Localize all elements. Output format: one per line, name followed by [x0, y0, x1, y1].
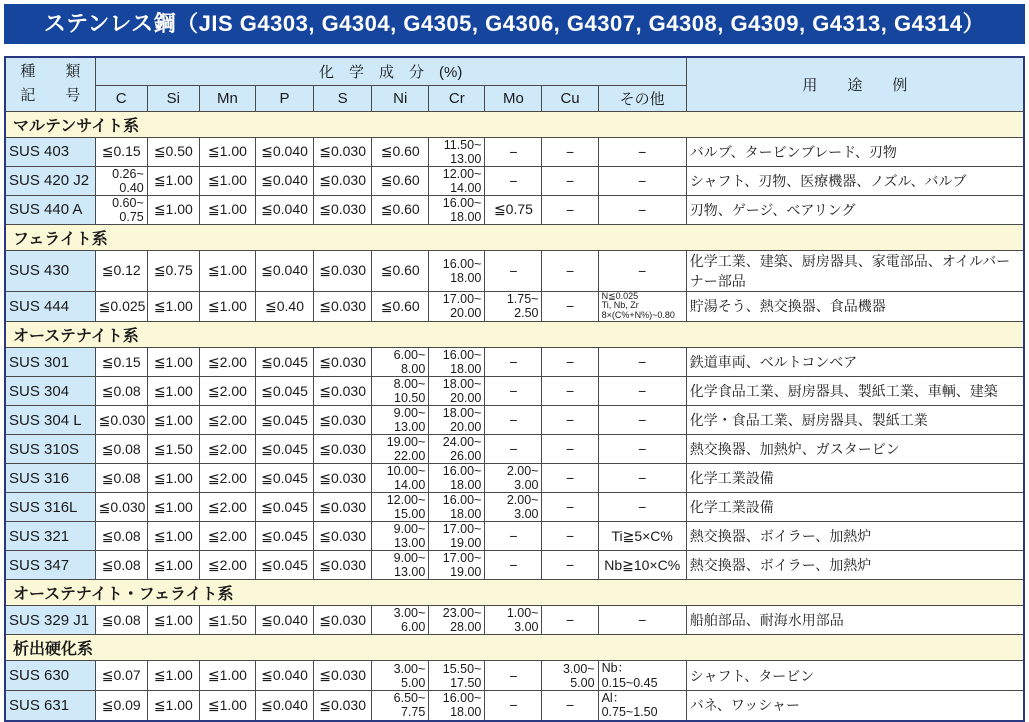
chem-cell-other: − — [598, 377, 686, 406]
chem-cell-mo: − — [485, 522, 542, 551]
chem-cell-mo: − — [485, 406, 542, 435]
table-row — [5, 166, 1024, 195]
chem-cell-mn: ≦1.00 — [199, 690, 255, 720]
chem-cell-cr: 16.00~ 18.00 — [429, 464, 485, 493]
usage-cell: 刃物、ゲージ、ベアリング — [686, 195, 1024, 224]
chem-cell-c: ≦0.025 — [95, 291, 147, 322]
usage-cell: 貯湯そう、熱交換器、食品機器 — [686, 291, 1024, 322]
usage-cell: 熱交換器、ボイラー、加熱炉 — [686, 551, 1024, 580]
chem-cell-cu: − — [542, 551, 598, 580]
chem-cell-c: ≦0.08 — [95, 551, 147, 580]
usage-cell: バルブ、タービンブレード、刃物 — [686, 137, 1024, 166]
chem-cell-si: ≦1.00 — [147, 551, 199, 580]
chem-cell-s: ≦0.030 — [314, 522, 372, 551]
chem-cell-p: ≦0.040 — [255, 606, 313, 635]
page-title: ステンレス鋼（JIS G4303, G4304, G4305, G4306, G4307, G4308, G4309, G4313, G4314） — [4, 4, 1025, 44]
chem-cell-si: ≦1.00 — [147, 406, 199, 435]
chem-cell-cu: − — [542, 195, 598, 224]
chem-cell-si: ≦1.00 — [147, 291, 199, 322]
chem-cell-s: ≦0.030 — [314, 406, 372, 435]
chem-cell-mo: 2.00~ 3.00 — [485, 464, 542, 493]
chem-cell-cr: 11.50~ 13.00 — [429, 137, 485, 166]
table-row — [5, 606, 1024, 635]
chem-cell-si: ≦1.00 — [147, 661, 199, 691]
chem-cell-mn: ≦2.00 — [199, 493, 255, 522]
chem-cell-si: ≦1.50 — [147, 435, 199, 464]
chem-cell-cr: 24.00~ 26.00 — [429, 435, 485, 464]
header-element: S — [314, 85, 372, 111]
chem-cell-cr: 17.00~ 19.00 — [429, 522, 485, 551]
grade-cell: SUS 316L — [5, 493, 95, 522]
usage-cell: シャフト、刃物、医療機器、ノズル、バルブ — [686, 166, 1024, 195]
chem-cell-c: ≦0.08 — [95, 606, 147, 635]
chem-cell-cr: 16.00~ 18.00 — [429, 493, 485, 522]
usage-cell: 化学食品工業、厨房器具、製紙工業、車輌、建築 — [686, 377, 1024, 406]
chem-cell-p: ≦0.045 — [255, 522, 313, 551]
chem-cell-mo: − — [485, 348, 542, 377]
chem-cell-other: − — [598, 137, 686, 166]
chem-cell-c: ≦0.08 — [95, 377, 147, 406]
grade-cell: SUS 347 — [5, 551, 95, 580]
chem-cell-cu: − — [542, 250, 598, 291]
chem-cell-ni: 6.00~ 8.00 — [372, 348, 429, 377]
chem-cell-mo: 1.00~ 3.00 — [485, 606, 542, 635]
chem-cell-s: ≦0.030 — [314, 464, 372, 493]
chem-cell-other: − — [598, 195, 686, 224]
chem-cell-cu: − — [542, 690, 598, 720]
header-type-line1: 種 類 — [20, 63, 81, 81]
header-element: Mn — [199, 85, 255, 111]
chem-cell-cr: 12.00~ 14.00 — [429, 166, 485, 195]
chem-cell-mo: 2.00~ 3.00 — [485, 493, 542, 522]
grade-cell: SUS 301 — [5, 348, 95, 377]
chem-cell-c: ≦0.15 — [95, 137, 147, 166]
header-element: その他 — [598, 85, 686, 111]
chem-cell-s: ≦0.030 — [314, 195, 372, 224]
chem-cell-cr: 23.00~ 28.00 — [429, 606, 485, 635]
chem-cell-mo: − — [485, 551, 542, 580]
chem-cell-si: ≦1.00 — [147, 464, 199, 493]
chem-cell-cr: 16.00~ 18.00 — [429, 348, 485, 377]
chem-cell-other: Ti≧5×C% — [598, 522, 686, 551]
section-label: オーステナイト系 — [5, 322, 1024, 348]
chem-cell-other: − — [598, 435, 686, 464]
chem-cell-mn: ≦1.00 — [199, 661, 255, 691]
table-row — [5, 493, 1024, 522]
chem-cell-p: ≦0.045 — [255, 406, 313, 435]
chem-cell-cu: − — [542, 606, 598, 635]
chem-cell-cu: − — [542, 406, 598, 435]
usage-cell: 船舶部品、耐海水用部品 — [686, 606, 1024, 635]
usage-cell: シャフト、タービン — [686, 661, 1024, 691]
section-label: フェライト系 — [5, 224, 1024, 250]
table-row — [5, 348, 1024, 377]
table-row — [5, 250, 1024, 291]
chem-cell-cu: − — [542, 291, 598, 322]
chem-cell-mn: ≦2.00 — [199, 348, 255, 377]
chem-cell-mo: − — [485, 661, 542, 691]
chem-cell-s: ≦0.030 — [314, 250, 372, 291]
chem-cell-p: ≦0.045 — [255, 551, 313, 580]
table-row — [5, 435, 1024, 464]
header-element: Cu — [542, 85, 598, 111]
chem-cell-cr: 16.00~ 18.00 — [429, 195, 485, 224]
chem-cell-c: ≦0.07 — [95, 661, 147, 691]
chem-cell-cu: − — [542, 377, 598, 406]
chem-cell-other: Al： 0.75~1.50 — [598, 690, 686, 720]
chem-cell-mo: ≦0.75 — [485, 195, 542, 224]
usage-cell: 鉄道車両、ベルトコンベア — [686, 348, 1024, 377]
chem-cell-s: ≦0.030 — [314, 690, 372, 720]
chem-cell-mo: 1.75~ 2.50 — [485, 291, 542, 322]
grade-cell: SUS 304 L — [5, 406, 95, 435]
chem-cell-other: Nb： 0.15~0.45 — [598, 661, 686, 691]
chem-cell-mo: − — [485, 435, 542, 464]
chem-cell-si: ≦1.00 — [147, 493, 199, 522]
chem-cell-mo: − — [485, 137, 542, 166]
chem-cell-ni: ≦0.60 — [372, 166, 429, 195]
chem-cell-si: ≦1.00 — [147, 348, 199, 377]
chem-cell-mn: ≦1.00 — [199, 195, 255, 224]
chem-cell-other: − — [598, 348, 686, 377]
grade-cell: SUS 316 — [5, 464, 95, 493]
table-row — [5, 551, 1024, 580]
grade-cell: SUS 630 — [5, 661, 95, 691]
chem-cell-c: ≦0.15 — [95, 348, 147, 377]
section-label: 析出硬化系 — [5, 635, 1024, 661]
chem-cell-mo: − — [485, 166, 542, 195]
chem-cell-si: ≦0.50 — [147, 137, 199, 166]
section-row — [5, 635, 1024, 661]
chem-cell-cr: 18.00~ 20.00 — [429, 377, 485, 406]
table-row — [5, 661, 1024, 691]
chem-cell-other: − — [598, 250, 686, 291]
table-row — [5, 195, 1024, 224]
chem-cell-si: ≦1.00 — [147, 522, 199, 551]
chem-cell-ni: 3.00~ 5.00 — [372, 661, 429, 691]
chem-cell-other: − — [598, 166, 686, 195]
chem-cell-mo: − — [485, 690, 542, 720]
chem-cell-cu: − — [542, 348, 598, 377]
chem-cell-cr: 16.00~ 18.00 — [429, 690, 485, 720]
chem-cell-si: ≦0.75 — [147, 250, 199, 291]
header-type-line2: 記 号 — [20, 87, 81, 105]
chem-cell-c: 0.60~ 0.75 — [95, 195, 147, 224]
chem-cell-ni: 19.00~ 22.00 — [372, 435, 429, 464]
section-label: オーステナイト・フェライト系 — [5, 580, 1024, 606]
chem-cell-ni: 9.00~ 13.00 — [372, 406, 429, 435]
stainless-steel-table — [4, 56, 1025, 722]
chem-cell-cr: 17.00~ 19.00 — [429, 551, 485, 580]
section-row — [5, 224, 1024, 250]
usage-cell: 化学・食品工業、厨房器具、製紙工業 — [686, 406, 1024, 435]
chem-cell-p: ≦0.045 — [255, 464, 313, 493]
chem-cell-ni: 10.00~ 14.00 — [372, 464, 429, 493]
chem-cell-ni: 12.00~ 15.00 — [372, 493, 429, 522]
chem-cell-s: ≦0.030 — [314, 377, 372, 406]
header-element: P — [255, 85, 313, 111]
grade-cell: SUS 420 J2 — [5, 166, 95, 195]
chem-cell-cr: 18.00~ 20.00 — [429, 406, 485, 435]
chem-cell-other: Nb≧10×C% — [598, 551, 686, 580]
chem-cell-mn: ≦2.00 — [199, 435, 255, 464]
header-element: C — [95, 85, 147, 111]
chem-cell-mo: − — [485, 250, 542, 291]
grade-cell: SUS 444 — [5, 291, 95, 322]
chem-cell-ni: 3.00~ 6.00 — [372, 606, 429, 635]
usage-cell: バネ、ワッシャー — [686, 690, 1024, 720]
header-chemical-composition: 化 学 成 分 (%) — [95, 57, 686, 85]
chem-cell-ni: 9.00~ 13.00 — [372, 522, 429, 551]
header-element: Si — [147, 85, 199, 111]
chem-cell-s: ≦0.030 — [314, 166, 372, 195]
table-row — [5, 377, 1024, 406]
chem-cell-p: ≦0.40 — [255, 291, 313, 322]
chem-cell-ni: 8.00~ 10.50 — [372, 377, 429, 406]
chem-cell-p: ≦0.040 — [255, 195, 313, 224]
chem-cell-c: ≦0.09 — [95, 690, 147, 720]
chem-cell-si: ≦1.00 — [147, 377, 199, 406]
section-row — [5, 111, 1024, 137]
chem-cell-c: ≦0.08 — [95, 464, 147, 493]
chem-cell-ni: ≦0.60 — [372, 250, 429, 291]
table-row — [5, 464, 1024, 493]
grade-cell: SUS 304 — [5, 377, 95, 406]
chem-cell-cu: − — [542, 166, 598, 195]
chem-cell-other: − — [598, 606, 686, 635]
header-usage: 用 途 例 — [686, 57, 1024, 111]
chem-cell-p: ≦0.040 — [255, 690, 313, 720]
table-row — [5, 137, 1024, 166]
chem-cell-mn: ≦2.00 — [199, 464, 255, 493]
chem-cell-si: ≦1.00 — [147, 195, 199, 224]
chem-cell-s: ≦0.030 — [314, 435, 372, 464]
chem-cell-mn: ≦2.00 — [199, 377, 255, 406]
chem-cell-cu: − — [542, 137, 598, 166]
header-element: Ni — [372, 85, 429, 111]
usage-cell: 化学工業設備 — [686, 464, 1024, 493]
section-row — [5, 322, 1024, 348]
chem-cell-p: ≦0.045 — [255, 348, 313, 377]
table-row — [5, 522, 1024, 551]
chem-cell-c: ≦0.08 — [95, 435, 147, 464]
chem-cell-p: ≦0.040 — [255, 137, 313, 166]
usage-cell: 化学工業、建築、厨房器具、家電部品、オイルバーナー部品 — [686, 250, 1024, 291]
chem-cell-cu: − — [542, 522, 598, 551]
chem-cell-mn: ≦2.00 — [199, 522, 255, 551]
chem-cell-ni: ≦0.60 — [372, 195, 429, 224]
chem-cell-cu: 3.00~ 5.00 — [542, 661, 598, 691]
chem-cell-ni: ≦0.60 — [372, 291, 429, 322]
chem-cell-p: ≦0.040 — [255, 250, 313, 291]
section-row — [5, 580, 1024, 606]
chem-cell-cu: − — [542, 435, 598, 464]
grade-cell: SUS 430 — [5, 250, 95, 291]
chem-cell-si: ≦1.00 — [147, 166, 199, 195]
chem-cell-si: ≦1.00 — [147, 690, 199, 720]
chem-cell-c: ≦0.12 — [95, 250, 147, 291]
chem-cell-mn: ≦2.00 — [199, 406, 255, 435]
chem-cell-other: − — [598, 493, 686, 522]
chem-cell-cr: 16.00~ 18.00 — [429, 250, 485, 291]
header-row-1 — [5, 57, 1024, 85]
chem-cell-ni: 6.50~ 7.75 — [372, 690, 429, 720]
chem-cell-mn: ≦1.50 — [199, 606, 255, 635]
chem-cell-mn: ≦1.00 — [199, 166, 255, 195]
chem-cell-mn: ≦1.00 — [199, 250, 255, 291]
chem-cell-cu: − — [542, 493, 598, 522]
chem-cell-p: ≦0.045 — [255, 493, 313, 522]
chem-cell-cr: 17.00~ 20.00 — [429, 291, 485, 322]
chem-cell-other: − — [598, 406, 686, 435]
grade-cell: SUS 310S — [5, 435, 95, 464]
header-type — [5, 57, 95, 111]
chem-cell-s: ≦0.030 — [314, 493, 372, 522]
chem-cell-mo: − — [485, 377, 542, 406]
chem-cell-cr: 15.50~ 17.50 — [429, 661, 485, 691]
grade-cell: SUS 403 — [5, 137, 95, 166]
chem-cell-s: ≦0.030 — [314, 661, 372, 691]
chem-cell-p: ≦0.045 — [255, 377, 313, 406]
chem-cell-s: ≦0.030 — [314, 348, 372, 377]
chem-cell-mn: ≦1.00 — [199, 137, 255, 166]
chem-cell-p: ≦0.040 — [255, 661, 313, 691]
chem-cell-c: ≦0.030 — [95, 406, 147, 435]
table-row — [5, 291, 1024, 322]
chem-cell-s: ≦0.030 — [314, 291, 372, 322]
chem-cell-other: N≦0.025 Ti, Nb, Zr 8×(C%+N%)~0.80 — [598, 291, 686, 322]
usage-cell: 熱交換器、加熱炉、ガスタービン — [686, 435, 1024, 464]
chem-cell-ni: ≦0.60 — [372, 137, 429, 166]
chem-cell-p: ≦0.045 — [255, 435, 313, 464]
chem-cell-other: − — [598, 464, 686, 493]
chem-cell-c: ≦0.030 — [95, 493, 147, 522]
grade-cell: SUS 440 A — [5, 195, 95, 224]
section-label: マルテンサイト系 — [5, 111, 1024, 137]
usage-cell: 化学工業設備 — [686, 493, 1024, 522]
table-row — [5, 406, 1024, 435]
usage-cell: 熱交換器、ボイラー、加熱炉 — [686, 522, 1024, 551]
chem-cell-s: ≦0.030 — [314, 551, 372, 580]
grade-cell: SUS 321 — [5, 522, 95, 551]
chem-cell-cu: − — [542, 464, 598, 493]
chem-cell-s: ≦0.030 — [314, 606, 372, 635]
chem-cell-s: ≦0.030 — [314, 137, 372, 166]
chem-cell-p: ≦0.040 — [255, 166, 313, 195]
chem-cell-mn: ≦1.00 — [199, 291, 255, 322]
chem-cell-c: 0.26~ 0.40 — [95, 166, 147, 195]
header-element: Cr — [429, 85, 485, 111]
header-element: Mo — [485, 85, 542, 111]
chem-cell-si: ≦1.00 — [147, 606, 199, 635]
grade-cell: SUS 329 J1 — [5, 606, 95, 635]
chem-cell-mn: ≦2.00 — [199, 551, 255, 580]
grade-cell: SUS 631 — [5, 690, 95, 720]
chem-cell-c: ≦0.08 — [95, 522, 147, 551]
chem-cell-ni: 9.00~ 13.00 — [372, 551, 429, 580]
